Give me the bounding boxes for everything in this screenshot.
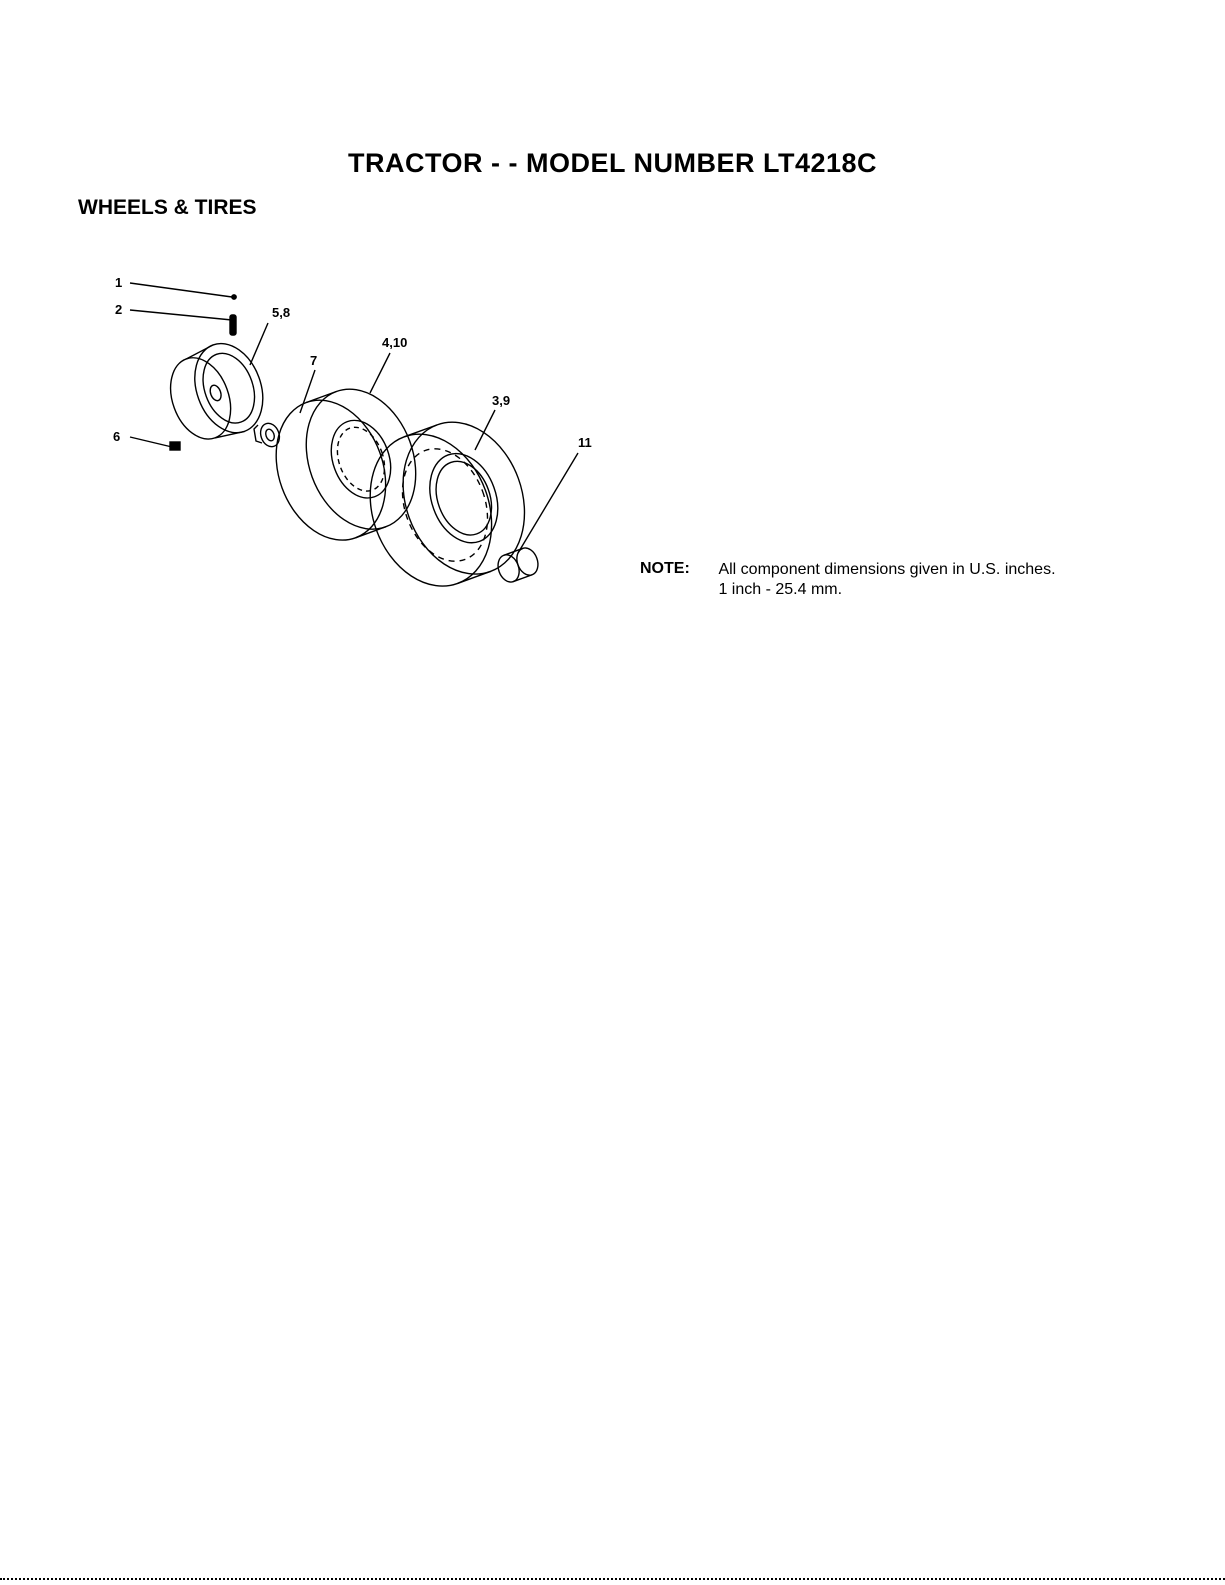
callout-6: 6 <box>113 429 121 444</box>
section-title: WHEELS & TIRES <box>78 196 257 219</box>
leader-line-7 <box>300 370 315 413</box>
leader-line-1 <box>130 283 232 297</box>
leader-line-5-8 <box>250 323 268 365</box>
note-label: NOTE: <box>640 560 690 577</box>
note-body <box>718 560 1055 600</box>
valve-stem-part-6 <box>170 442 180 450</box>
callout-1: 1 <box>115 275 123 290</box>
wheel-tire-exploded-diagram <box>100 265 620 605</box>
callout-7: 7 <box>310 353 318 368</box>
callout-3-9: 3,9 <box>492 393 511 408</box>
leader-line-2 <box>130 310 232 320</box>
tire-part-4-10 <box>257 374 434 556</box>
callout-4-10: 4,10 <box>382 335 408 350</box>
fastener-part-2 <box>230 315 236 335</box>
note-line-dimensions: All component dimensions given in U.S. inches. <box>718 561 1056 578</box>
bottom-rule <box>0 1578 1225 1580</box>
leader-line-6 <box>130 437 172 447</box>
note-line-conversion: 1 inch - 25.4 mm. <box>718 581 843 598</box>
callout-2: 2 <box>115 302 123 317</box>
leader-line-3-9 <box>475 410 495 450</box>
leader-line-4-10 <box>370 353 390 393</box>
leader-line-11 <box>518 453 578 553</box>
wheel-rim-part <box>159 334 275 451</box>
callout-5-8: 5,8 <box>272 305 291 320</box>
callout-11: 11 <box>578 435 592 450</box>
page-title: TRACTOR - - MODEL NUMBER LT4218C <box>347 148 878 178</box>
fastener-part-1 <box>232 295 236 299</box>
note-block <box>640 560 1056 600</box>
